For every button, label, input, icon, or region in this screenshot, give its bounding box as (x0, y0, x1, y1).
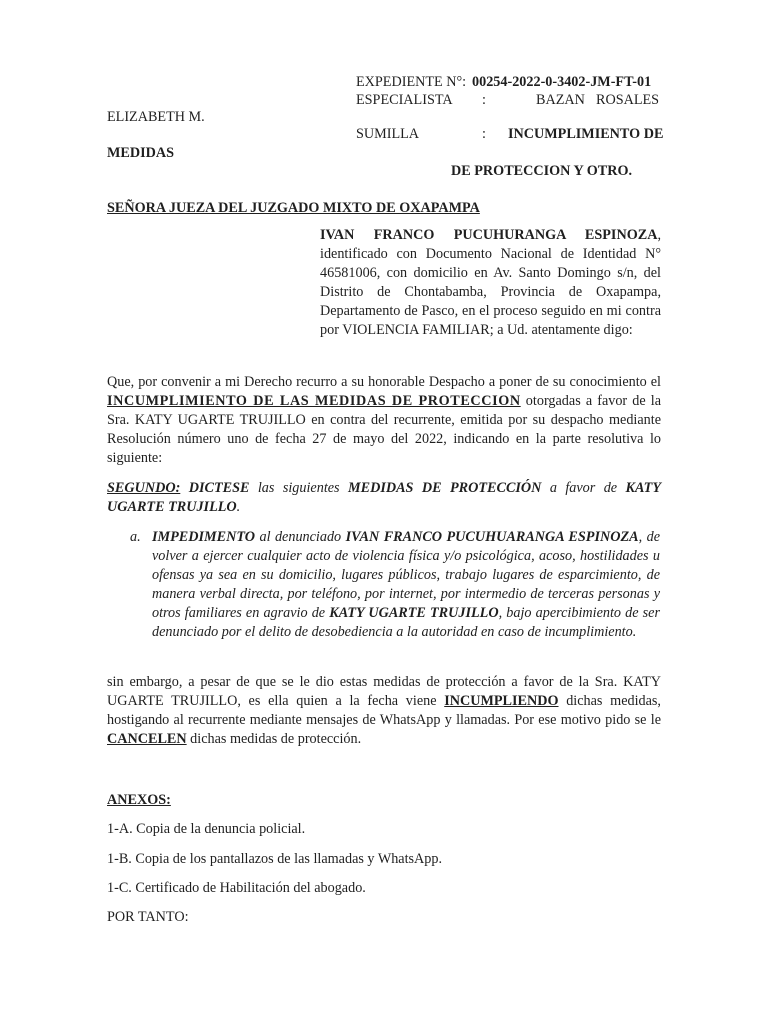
item-a-text-2: al denunciado (255, 529, 346, 545)
especialista-value-part1: BAZAN (536, 92, 585, 108)
paragraph-1-text-a: Que, por convenir a mi Derecho recurro a su honorable Despacho a poner de su conocimiento el (107, 374, 661, 390)
sumilla-label: SUMILLA (356, 126, 420, 142)
anexo-item: 1-A. Copia de la denuncia policial. (107, 821, 306, 837)
anexos-title: ANEXOS: (107, 792, 171, 808)
addressee: SEÑORA JUEZA DEL JUZGADO MIXTO DE OXAPAMPA (107, 200, 480, 216)
segundo-clause (107, 479, 661, 517)
paragraph-2-text-a: sin embargo, a pesar de que se le dio estas medidas de protección a favor de la Sra. KATY UGARTE TRUJILLO, es ella quien a la fecha viene (107, 674, 661, 709)
item-a-marker: a. (130, 529, 141, 545)
paragraph-2-text-e: dichas medidas de protección. (186, 731, 362, 747)
petitioner-name: IVAN FRANCO PUCUHURANGA ESPINOZA (320, 227, 658, 243)
sumilla-value-part3: DE PROTECCION Y OTRO. (451, 163, 633, 179)
paragraph-2-text-c: dichas medidas, hostigando al recurrente mediante mensajes de WhatsApp y llamadas. Por ese motivo pido se le (107, 693, 661, 728)
paragraph-2-cancelen: CANCELEN (107, 731, 187, 747)
item-a-denounced-name: IVAN FRANCO PUCUHUARANGA ESPINOZA (345, 529, 639, 545)
segundo-dictese: DICTESE (180, 480, 250, 496)
item-a-impedimento: IMPEDIMENTO (152, 529, 256, 545)
paragraph-2 (107, 673, 661, 749)
segundo-text-2: a favor de (541, 480, 626, 496)
paragraph-1-text-c: otorgadas a favor de la Sra. KATY UGARTE TRUJILLO en contra del recurrente, emitida por su despacho mediante Resolución número uno de fecha 27 de mayo del 2022, indicando en la parte resolutiva lo siguiente: (107, 393, 662, 466)
intro-paragraph (320, 226, 661, 340)
especialista-value-part2: ROSALES (596, 92, 660, 108)
anexo-item: 1-C. Certificado de Habilitación del abogado. (107, 880, 366, 896)
especialista-label: ESPECIALISTA (356, 92, 453, 108)
expediente-label: EXPEDIENTE N°: (356, 74, 467, 90)
item-a-text-6: , bajo apercibimiento de ser denunciado por el delito de desobediencia a la autoridad en caso de incumplimiento. (152, 605, 660, 640)
item-a-beneficiary: KATY UGARTE TRUJILLO (329, 605, 499, 621)
segundo-medidas: MEDIDAS DE PROTECCIÓN (348, 480, 542, 496)
sumilla-value-part1: INCUMPLIMIENTO DE (508, 126, 664, 142)
expediente-value: 00254-2022-0-3402-JM-FT-01 (472, 74, 652, 90)
especialista-separator: : (482, 92, 486, 108)
sumilla-value-part2: MEDIDAS (107, 145, 175, 161)
especialista-value-part3: ELIZABETH M. (107, 109, 205, 125)
anexo-item: 1-B. Copia de los pantallazos de las llamadas y WhatsApp. (107, 851, 443, 867)
item-a-text (152, 528, 660, 642)
paragraph-1 (107, 373, 661, 468)
paragraph-1-highlight: INCUMPLIMIENTO DE LAS MEDIDAS DE PROTECCION (107, 393, 521, 409)
segundo-label: SEGUNDO: (107, 480, 181, 496)
intro-text: , identificado con Documento Nacional de Identidad N° 46581006, con domicilio en Av. Santo Domingo s/n, del Distrito de Chontabamba, Provincia de Oxapampa, Departamento de Pasco, en el proceso seguido en mi contra por VIOLENCIA FAMILIAR; a Ud. atentamente digo: (320, 227, 661, 338)
sumilla-separator: : (482, 126, 486, 142)
item-a-text-4: , de volver a ejercer cualquier acto de violencia física y/o psicológica, acoso, hostilidades u ofensas ya sea en su domicilio, lugares públicos, trabajo lugares de esparcimiento, de manera verbal directa, por teléfono, por internet, por intermedio de terceras personas y otros familiares en agravio de (152, 529, 660, 621)
segundo-end: . (236, 499, 241, 515)
segundo-text-1: las siguientes (249, 480, 348, 496)
closing-phrase: POR TANTO: (107, 909, 189, 925)
segundo-beneficiary: KATY UGARTE TRUJILLO (107, 480, 661, 515)
paragraph-2-incumpliendo: INCUMPLIENDO (444, 693, 559, 709)
